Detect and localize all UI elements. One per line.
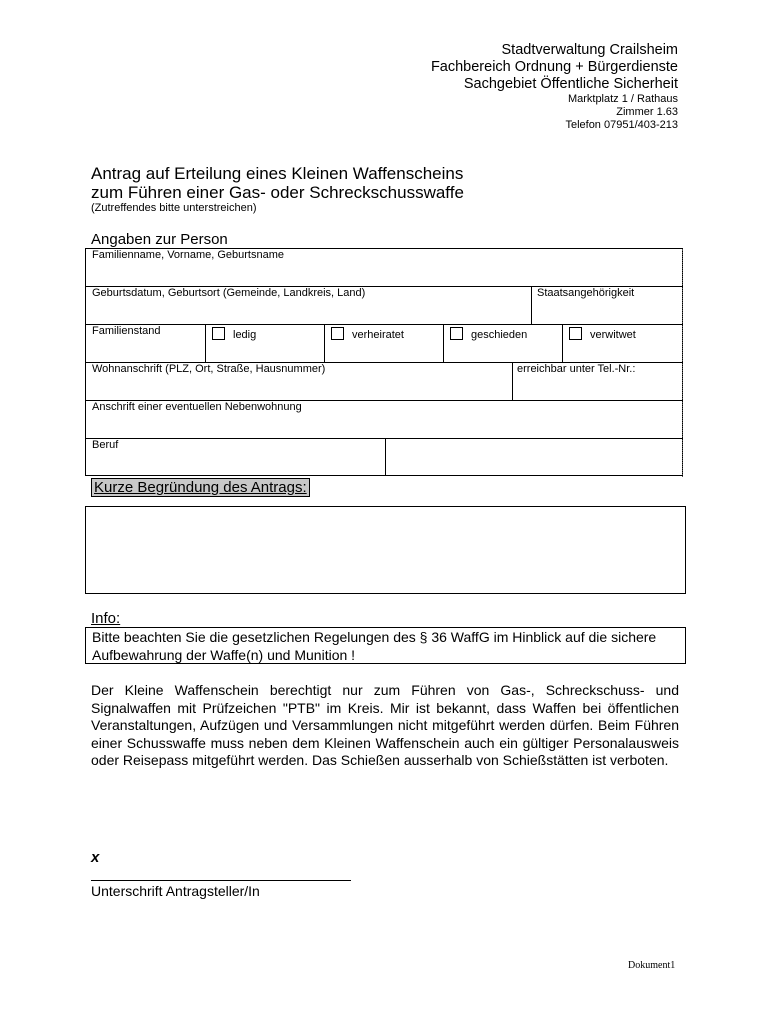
table-right-dotted	[682, 249, 683, 477]
reason-heading: Kurze Begründung des Antrags:	[91, 478, 310, 497]
signature-mark: x	[91, 849, 100, 866]
checkbox-ledig[interactable]	[212, 327, 225, 340]
phone-input[interactable]	[513, 376, 682, 399]
col-divider	[443, 324, 444, 362]
person-section-heading: Angaben zur Person	[91, 231, 228, 248]
field-label-second-address: Anschrift einer eventuellen Nebenwohnung	[92, 401, 302, 413]
form-title	[91, 164, 611, 214]
birth-input[interactable]	[86, 300, 530, 323]
col-divider	[562, 324, 563, 362]
address-line-3: Telefon 07951/403-213	[565, 119, 678, 131]
title-note: (Zutreffendes bitte unterstreichen)	[91, 202, 257, 214]
org-line-1: Stadtverwaltung Crailsheim	[501, 42, 678, 58]
field-label-birth: Geburtsdatum, Geburtsort (Gemeinde, Landkreis, Land)	[92, 287, 366, 299]
signature-label: Unterschrift Antragsteller/In	[91, 883, 260, 899]
checkbox-verwitwet[interactable]	[569, 327, 582, 340]
field-label-phone: erreichbar unter Tel.-Nr.:	[517, 363, 636, 375]
nationality-input[interactable]	[532, 300, 682, 323]
title-line-2: zum Führen einer Gas- oder Schreckschusswaffe	[91, 183, 464, 202]
job-input[interactable]	[86, 452, 384, 475]
signature-line	[91, 880, 351, 881]
col-divider	[324, 324, 325, 362]
org-line-3: Sachgebiet Öffentliche Sicherheit	[463, 76, 678, 92]
row-divider	[85, 324, 683, 325]
info-heading: Info:	[91, 610, 121, 627]
option-ledig: ledig	[233, 329, 257, 341]
address-line-2: Zimmer 1.63	[616, 106, 678, 118]
field-label-job: Beruf	[92, 439, 119, 451]
document-footer: Dokument1	[628, 960, 676, 971]
option-verheiratet: verheiratet	[352, 329, 404, 341]
letterhead	[360, 42, 678, 132]
name-input[interactable]	[86, 262, 682, 285]
option-verwitwet: verwitwet	[590, 329, 636, 341]
title-line-1: Antrag auf Erteilung eines Kleinen Waffenscheins	[91, 164, 464, 183]
row-divider	[85, 438, 683, 439]
col-divider	[205, 324, 206, 362]
job-extra-input[interactable]	[386, 440, 682, 475]
org-line-2: Fachbereich Ordnung + Bürgerdienste	[430, 59, 678, 75]
field-label-name: Familienname, Vorname, Geburtsname	[92, 249, 284, 261]
info-box: Bitte beachten Sie die gesetzlichen Regelungen des § 36 WaffG im Hinblick auf die sichere Aufbewahrung der Waffe(n) und Munition !	[85, 627, 686, 664]
checkbox-verheiratet[interactable]	[331, 327, 344, 340]
option-geschieden: geschieden	[471, 329, 528, 341]
address-input[interactable]	[86, 376, 511, 399]
legal-notice: Der Kleine Waffenschein berechtigt nur zum Führen von Gas-, Schreckschuss- und Signalwaffen mit Prüfzeichen "PTB" im Kreis. Mir ist bekannt, dass Waffen bei öffentlichen Veranstaltungen, Aufzügen und Versammlungen nicht mitgeführt werden dürfen. Beim Führen einer Schusswaffe muss neben dem Kleinen Waffenschein auch ein gültiger Personalausweis oder Reisepass mitgeführt werden. Das Schießen ausserhalb von Schießstätten ist verboten.	[91, 682, 679, 768]
second-address-input[interactable]	[86, 414, 682, 437]
field-label-address: Wohnanschrift (PLZ, Ort, Straße, Hausnummer)	[92, 363, 326, 375]
checkbox-geschieden[interactable]	[450, 327, 463, 340]
address-line-1: Marktplatz 1 / Rathaus	[567, 93, 678, 105]
reason-textarea[interactable]	[85, 506, 686, 594]
field-label-marital: Familienstand	[92, 325, 161, 337]
field-label-nationality: Staatsangehörigkeit	[537, 287, 635, 299]
